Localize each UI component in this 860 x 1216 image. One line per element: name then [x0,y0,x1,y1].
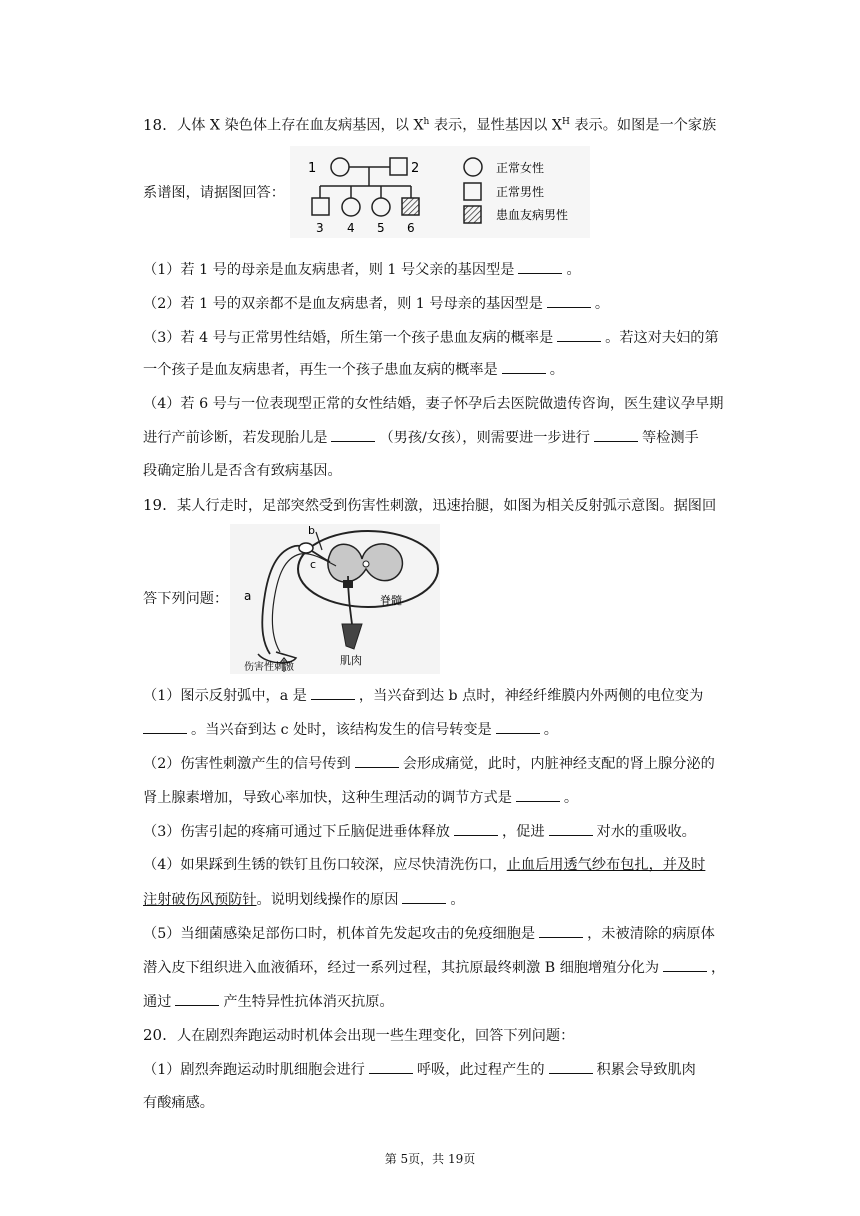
q18-stem-line2: 系谱图，请据图回答： [143,185,285,201]
legend-affected-male: 患血友病男性 [496,208,569,222]
underlined-text: 注射破伤风预防针 [143,892,257,908]
answer-blank[interactable] [369,1059,413,1074]
underlined-text: 止血后用透气纱布包扎，并及时 [506,857,706,873]
q20-part1-line1: （1）剧烈奔跑运动时肌细胞会进行 呼吸，此过程产生的 积累会导致肌肉 [143,1059,753,1080]
answer-blank[interactable] [516,787,560,802]
reflex-arc-diagram [230,524,440,674]
label-muscle: 肌肉 [340,654,362,667]
pedigree-chart [290,146,590,238]
q18-part1: （1）若 1 号的母亲是血友病患者，则 1 号父亲的基因型是 。 [143,259,753,280]
q20-number: 20. [143,1026,167,1044]
q19-stem-line2: 答下列问题： [143,591,229,607]
q18-part4-line1: （4）若 6 号与一位表现型正常的女性结婚，妻子怀孕后去医院做遗传咨询，医生建议孕早期 [143,396,724,412]
q19-part4-line1: （4）如果踩到生锈的铁钉且伤口较深，应尽快清洗伤口，止血后用透气纱布包扎，并及时 [143,857,706,873]
q19-part5-line3: 通过 产生特异性抗体消灭抗原。 [143,991,753,1012]
label-c: c [310,558,317,571]
q18-part4-line2: 进行产前诊断，若发现胎儿是 （男孩/女孩），则需要进一步进行 等检测手 [143,427,753,448]
pedigree-num-1: 1 [308,161,317,176]
answer-blank[interactable] [143,719,187,734]
answer-blank[interactable] [496,719,540,734]
pedigree-num-3: 3 [316,221,324,235]
q20-part1-line2: 有酸痛感。 [143,1095,214,1111]
answer-blank[interactable] [549,1059,593,1074]
answer-blank[interactable] [539,923,583,938]
q19-number: 19. [143,496,167,514]
answer-blank[interactable] [549,821,593,836]
legend-normal-female: 正常女性 [496,161,545,175]
pedigree-num-6: 6 [407,221,415,235]
page-footer: 第 5页，共 19页 [384,1152,476,1166]
answer-blank[interactable] [502,359,546,374]
q18-part3-line1: （3）若 4 号与正常男性结婚，所生第一个孩子患血友病的概率是 。若这对夫妇的第 [143,327,753,348]
answer-blank[interactable] [518,259,562,274]
q19-part5-line2: 潜入皮下组织进入血液循环，经过一系列过程，其抗原最终刺激 B 细胞增殖分化为 ， [143,957,753,978]
label-spinal-cord: 脊髓 [380,594,402,607]
label-a: a [244,589,252,603]
label-b: b [308,524,315,537]
pedigree-affected-male-6 [402,198,419,215]
q19-stem: 19. 某人行走时，足部突然受到伤害性刺激，迅速抬腿，如图为相关反射弧示意图。据图回 [143,496,717,514]
answer-blank[interactable] [557,327,601,342]
q18-number: 18. [143,115,167,134]
answer-blank[interactable] [175,991,219,1006]
answer-blank[interactable] [594,427,638,442]
q18-part4-line3: 段确定胎儿是否含有致病基因。 [143,463,342,479]
q19-part2-line1: （2）伤害性刺激产生的信号传到 会形成痛觉，此时，内脏神经支配的肾上腺分泌的 [143,753,753,774]
answer-blank[interactable] [355,753,399,768]
q18-part2: （2）若 1 号的双亲都不是血友病患者，则 1 号母亲的基因型是 。 [143,293,753,314]
pedigree-num-4: 4 [347,221,355,235]
q19-part5-line1: （5）当细菌感染足部伤口时，机体首先发起攻击的免疫细胞是 ，未被清除的病原体 [143,923,753,944]
legend-normal-male: 正常男性 [496,185,545,199]
ganglion [299,543,313,553]
answer-blank[interactable] [402,889,446,904]
q19-part1-line2: 。当兴奋到达 c 处时，该结构发生的信号转变是 。 [143,719,753,740]
answer-blank[interactable] [331,427,375,442]
answer-blank[interactable] [311,685,355,700]
legend-affected-symbol [464,206,481,223]
q19-part1-line1: （1）图示反射弧中，a 是 ，当兴奋到达 b 点时，神经纤维膜内外两侧的电位变为 [143,685,753,706]
label-stimulus: 伤害性刺激 [244,662,294,673]
q18-stem: 18. 人体 X 染色体上存在血友病基因，以 $X^h$ 表示，显性基因以 $X^H$ 表示。如图是一个家族 [143,115,717,134]
q20-stem: 20. 人在剧烈奔跑运动时机体会出现一些生理变化，回答下列问题： [143,1026,575,1044]
answer-blank[interactable] [663,957,707,972]
q19-part2-line2: 肾上腺素增加，导致心率加快，这种生理活动的调节方式是 。 [143,787,753,808]
answer-blank[interactable] [454,821,498,836]
answer-blank[interactable] [547,293,591,308]
q19-part3: （3）伤害引起的疼痛可通过下丘脑促进垂体释放 ，促进 对水的重吸收。 [143,821,753,842]
q18-part3-line2: 一个孩子是血友病患者，再生一个孩子患血友病的概率是 。 [143,359,753,380]
pedigree-num-2: 2 [411,161,420,176]
q19-part4-line2: 注射破伤风预防针。说明划线操作的原因 。 [143,889,753,910]
pedigree-num-5: 5 [377,221,385,235]
